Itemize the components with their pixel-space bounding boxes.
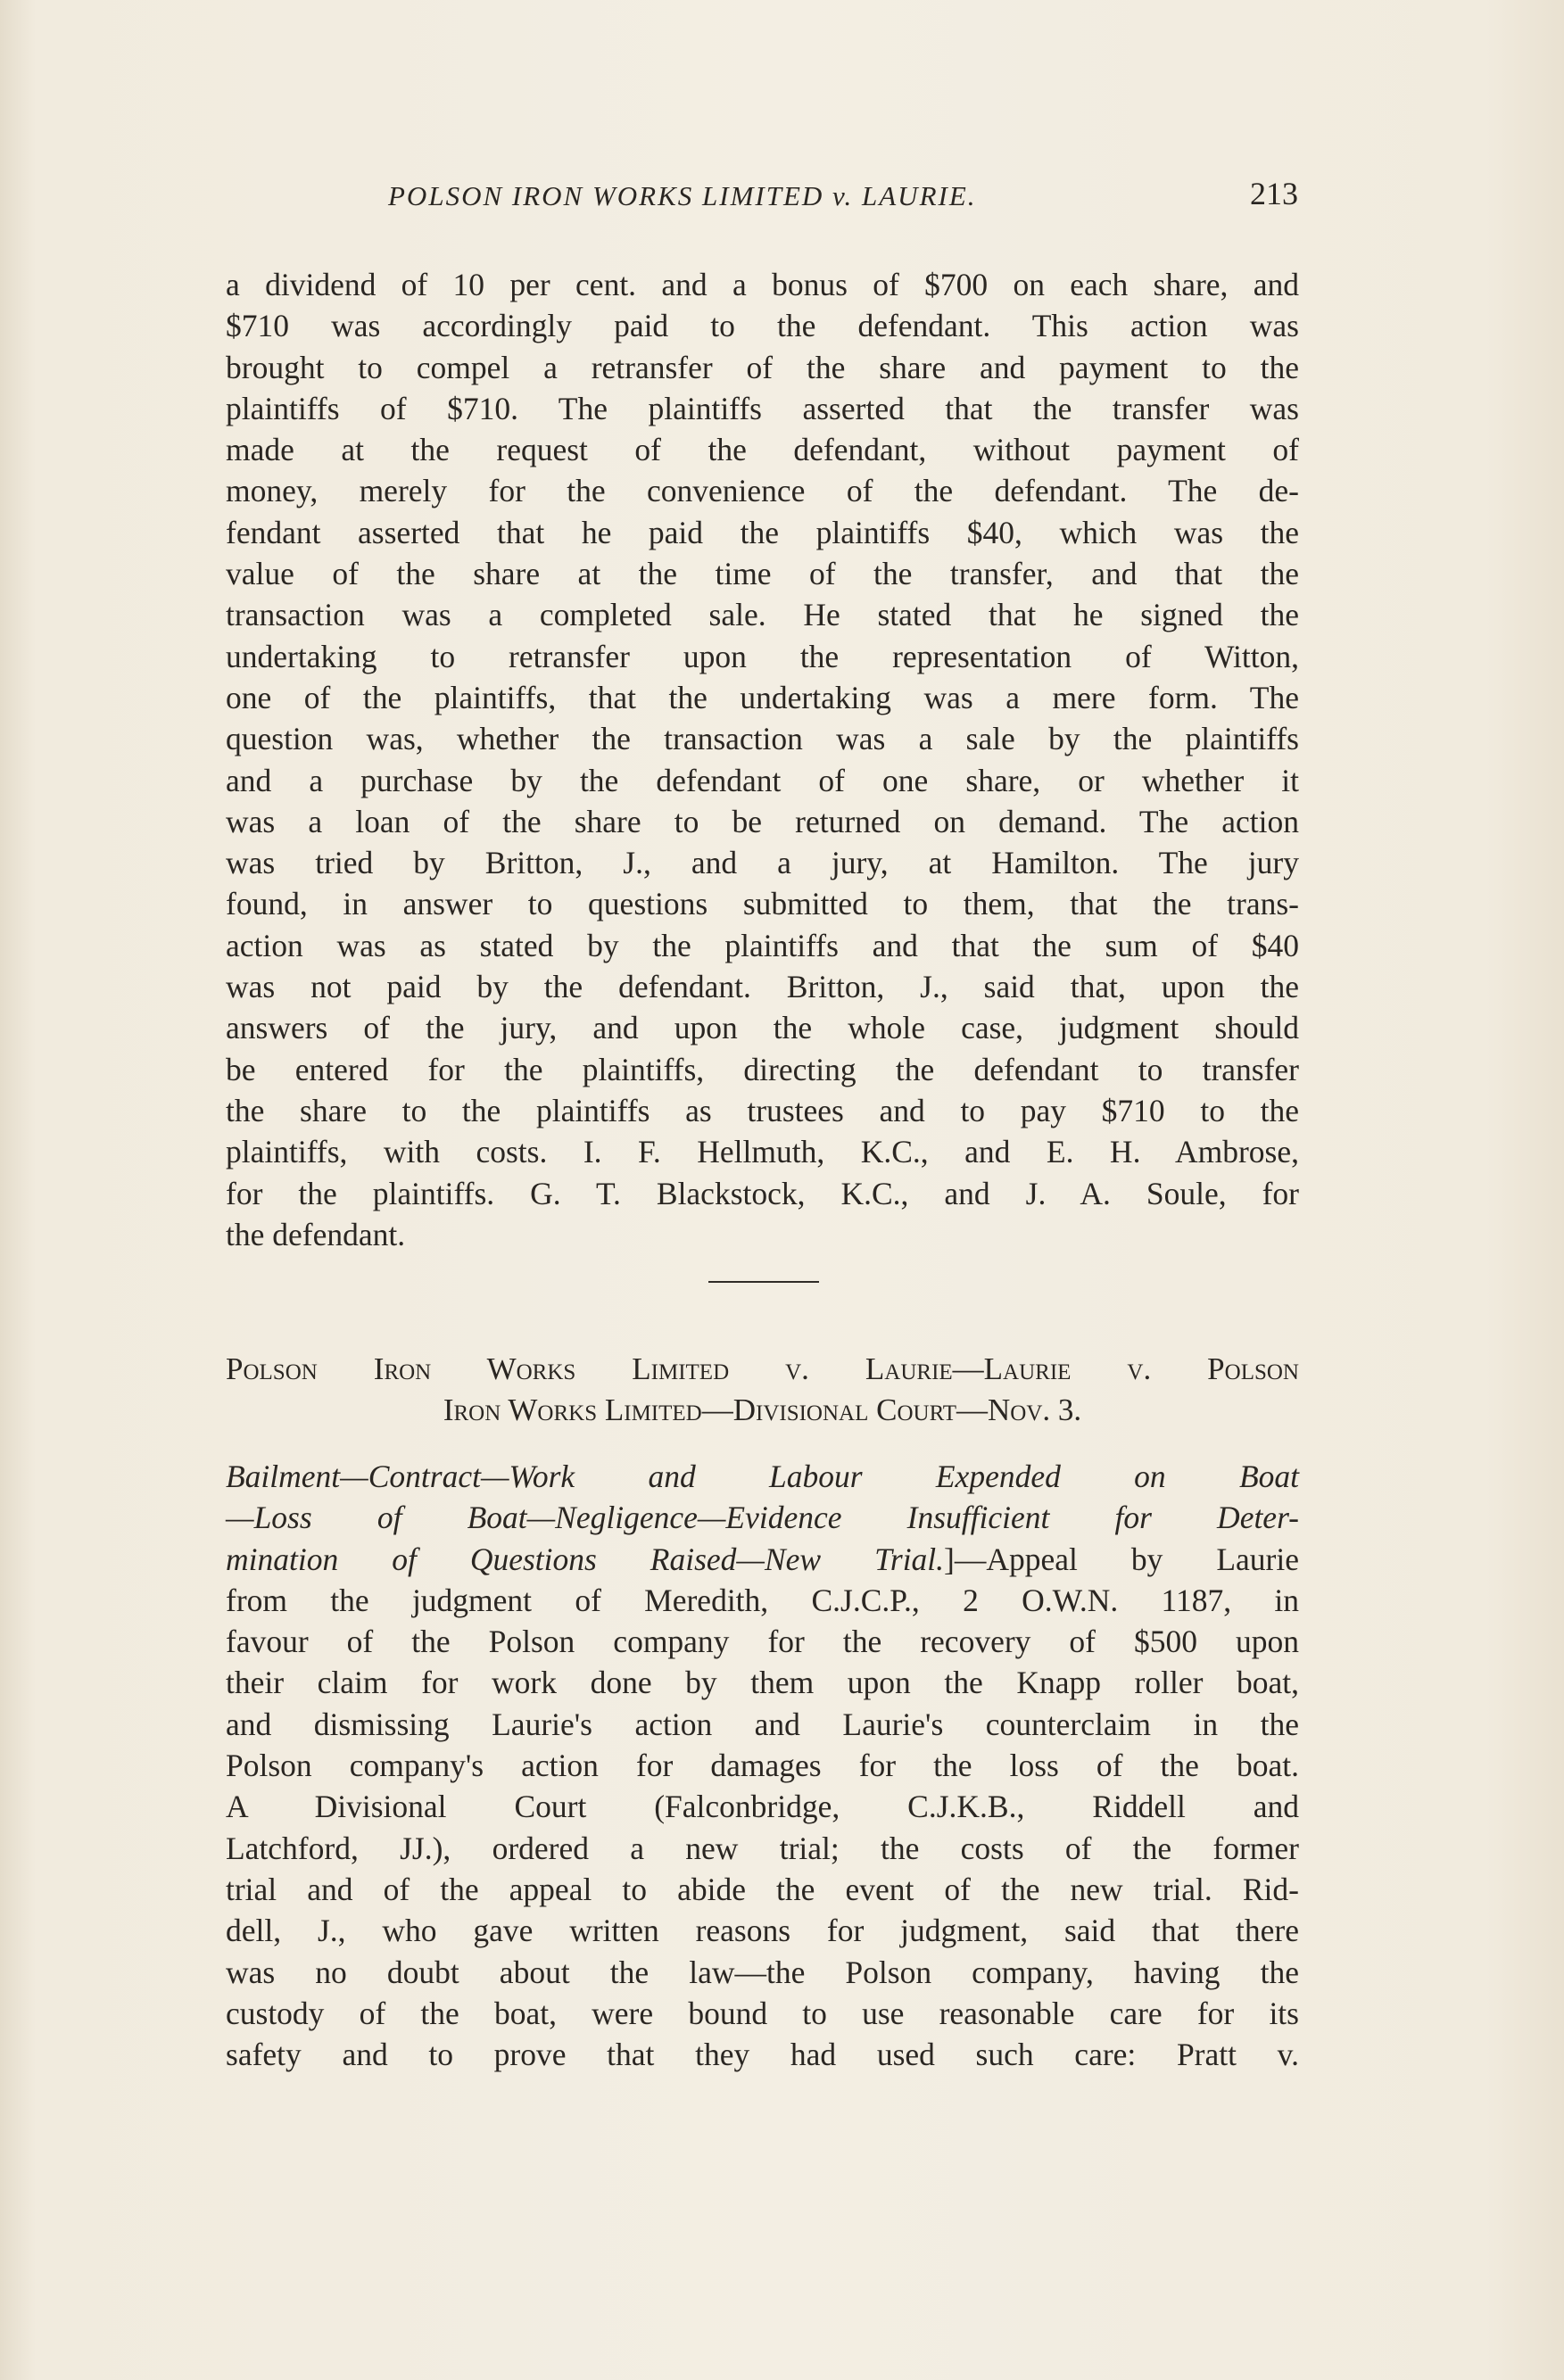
page-number: 213 [1250, 176, 1298, 211]
case-title-line: Polson Iron Works Limited v. Laurie—Laurie v. Polson [226, 1351, 1299, 1386]
text-line: be entered for the plaintiffs, directing the defendant to transfer [226, 1051, 1299, 1087]
text-line: one of the plaintiffs, that the undertaking was a mere form. The [226, 679, 1299, 715]
text-line: fendant asserted that he paid the plaintiffs $40, which was the [226, 514, 1299, 550]
text-line: answers of the jury, and upon the whole case, judgment should [226, 1010, 1299, 1046]
text-line: safety and to prove that they had used such care: Pratt v. [226, 2037, 1299, 2073]
text-line: plaintiffs, with costs. I. F. Hellmuth, K.C., and E. H. Ambrose, [226, 1134, 1299, 1170]
paragraph-2 [226, 1456, 1299, 2075]
text-line: the defendant. [226, 1216, 406, 1252]
section-divider [708, 1281, 819, 1283]
text-line: dell, J., who gave written reasons for judgment, said that there [226, 1913, 1299, 1949]
text-line: a dividend of 10 per cent. and a bonus of $700 on each share, and [226, 267, 1299, 302]
headnote-italic: Bailment—Contract—Work and Labour Expended on Boat [226, 1459, 1299, 1494]
text-line: and dismissing Laurie's action and Laurie's counterclaim in the [226, 1706, 1299, 1742]
text-line: A Divisional Court (Falconbridge, C.J.K.B., Riddell and [226, 1789, 1299, 1825]
text-line: question was, whether the transaction was a sale by the plaintiffs [226, 721, 1299, 757]
text-line: their claim for work done by them upon the Knapp roller boat, [226, 1665, 1299, 1701]
text-line: Polson company's action for damages for the loss of the boat. [226, 1748, 1299, 1784]
text-line: made at the request of the defendant, without payment of [226, 432, 1299, 468]
text-line: found, in answer to questions submitted to them, that the trans- [226, 886, 1299, 922]
text-line: was tried by Britton, J., and a jury, at Hamilton. The jury [226, 845, 1299, 881]
text-line: the share to the plaintiffs as trustees and to pay $710 to the [226, 1092, 1299, 1128]
text-line: $710 was accordingly paid to the defendant. This action was [226, 308, 1299, 344]
running-head: POLSON IRON WORKS LIMITED v. LAURIE. [388, 180, 977, 211]
text-line [226, 1497, 1299, 1538]
text-line: and a purchase by the defendant of one share, or whether it [226, 762, 1299, 798]
text-line [226, 1456, 1299, 1497]
headnote-italic: mination of Questions Raised—New Trial. [226, 1541, 945, 1577]
text-line: was a loan of the share to be returned on demand. The action [226, 803, 1299, 839]
text-line: was no doubt about the law—the Polson company, having the [226, 1954, 1299, 1990]
text-line: was not paid by the defendant. Britton, J., said that, upon the [226, 969, 1299, 1005]
text-line: custody of the boat, were bound to use reasonable care for its [226, 1995, 1299, 2031]
case-title [226, 1349, 1299, 1431]
text-line: from the judgment of Meredith, C.J.C.P., 2 O.W.N. 1187, in [226, 1582, 1299, 1618]
text-line: undertaking to retransfer upon the representation of Witton, [226, 638, 1299, 674]
paragraph-1 [226, 264, 1299, 1255]
text-line: plaintiffs of $710. The plaintiffs asserted that the transfer was [226, 390, 1299, 426]
text-line: action was as stated by the plaintiffs and that the sum of $40 [226, 927, 1299, 963]
text-line: value of the share at the time of the transfer, and that the [226, 556, 1299, 592]
text-line: for the plaintiffs. G. T. Blackstock, K.C., and J. A. Soule, for [226, 1175, 1299, 1211]
text-line: trial and of the appeal to abide the event of the new trial. Rid- [226, 1871, 1299, 1907]
case-title-line: Iron Works Limited—Divisional Court—Nov. 3. [443, 1392, 1082, 1427]
text-line: brought to compel a retransfer of the share and payment to the [226, 349, 1299, 385]
page-header [223, 175, 1298, 219]
text-line: money, merely for the convenience of the defendant. The de- [226, 473, 1299, 509]
text-line: favour of the Polson company for the recovery of $500 upon [226, 1624, 1299, 1660]
text-line: Latchford, JJ.), ordered a new trial; the costs of the former [226, 1830, 1299, 1866]
headnote-italic: —Loss of Boat—Negligence—Evidence Insufficient for Deter- [226, 1500, 1299, 1536]
text-line [226, 1539, 1299, 1580]
headnote-rest: ]—Appeal by Laurie [944, 1541, 1299, 1577]
text-line: transaction was a completed sale. He stated that he signed the [226, 597, 1299, 633]
